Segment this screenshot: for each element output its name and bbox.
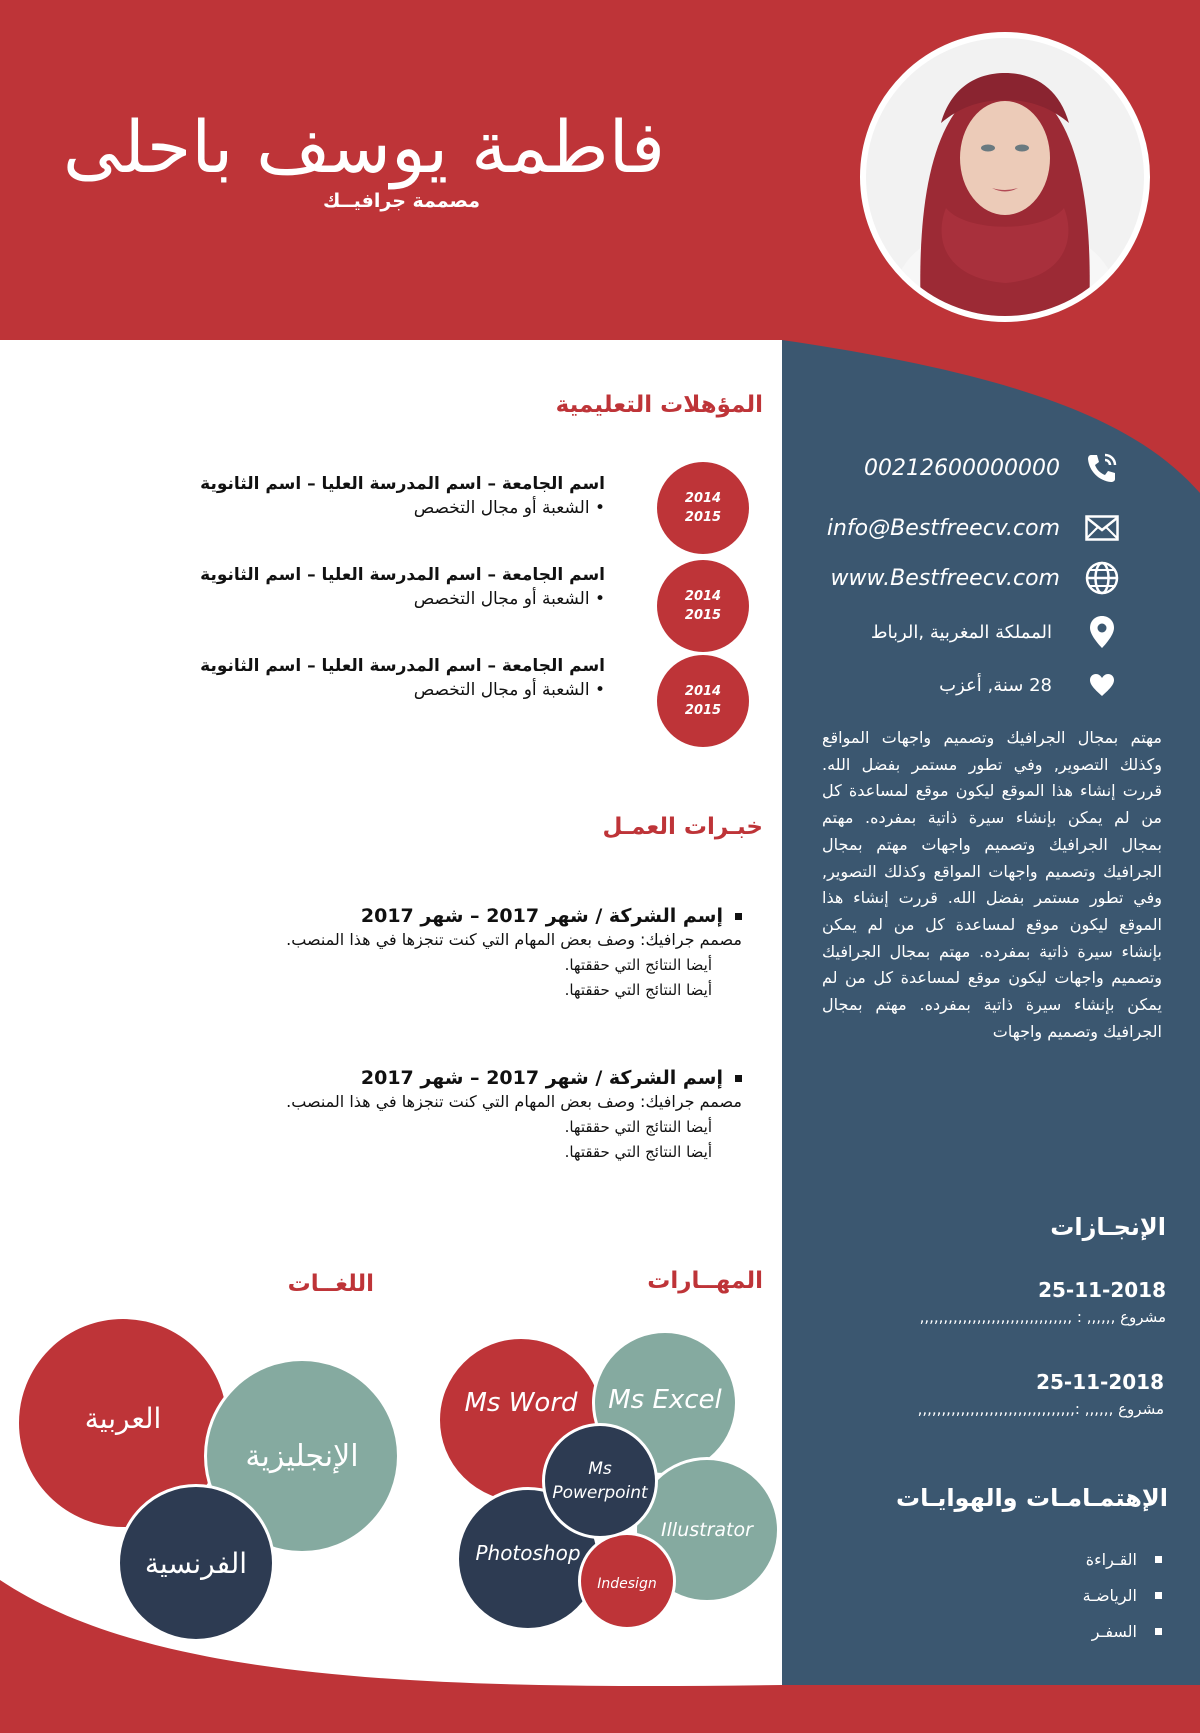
education-field-text: الشعبة أو مجال التخصص	[413, 498, 590, 518]
year-end: 2015	[684, 510, 722, 525]
education-field-text: الشعبة أو مجال التخصص	[413, 680, 590, 700]
education-year-badge	[657, 462, 749, 554]
bullet-square	[1155, 1628, 1162, 1635]
contact-status	[939, 665, 1122, 705]
profile-photo	[860, 32, 1150, 322]
experience-result: أيضا النتائج التي حققتها.	[564, 1118, 712, 1136]
experience-heading	[182, 1067, 742, 1089]
education-entry	[85, 656, 605, 700]
year-start: 2014	[684, 684, 722, 699]
education-year-badge	[657, 655, 749, 747]
interest-item	[1083, 1586, 1162, 1605]
avatar-portrait	[866, 38, 1144, 316]
phone-icon	[1082, 448, 1122, 488]
year-end: 2015	[684, 608, 722, 623]
contact-phone-text: 00212600000000	[864, 455, 1060, 481]
languages-title: اللغــات	[287, 1271, 374, 1297]
interest-label: القـراءة	[1085, 1550, 1137, 1569]
education-field: • الشعبة أو مجال التخصص	[413, 589, 605, 609]
language-label: الإنجليزية	[245, 1438, 359, 1474]
skill-label: Ms	[588, 1459, 612, 1479]
experience-description: مصمم جرافيك: وصف بعض المهام التي كنت تنجزها في هذا المنصب.	[286, 1092, 742, 1111]
heart-icon	[1082, 665, 1122, 705]
location-pin-icon	[1082, 612, 1122, 652]
language-label: العربية	[84, 1401, 162, 1435]
job-title: مصممة جرافيــك	[322, 190, 480, 212]
experience-entry	[182, 1067, 742, 1165]
experience-entry	[182, 905, 742, 1003]
achievements-title: الإنجـازات	[1050, 1213, 1166, 1241]
skill-label: Illustrator	[661, 1519, 753, 1541]
contact-website	[831, 558, 1122, 598]
language-bubble-french	[117, 1484, 275, 1642]
skill-label: Powerpoint	[552, 1483, 648, 1503]
education-field: • الشعبة أو مجال التخصص	[413, 680, 605, 700]
skill-label: Ms Excel	[608, 1385, 722, 1415]
skills-title: المهــارات	[647, 1268, 763, 1294]
contact-email	[827, 508, 1122, 548]
interest-item	[1086, 1550, 1162, 1569]
contact-address-text: المملكة المغربية ,الرباط	[870, 621, 1052, 643]
skill-label: Photoshop	[475, 1541, 581, 1565]
achievement-description: مشروع ,,,,,, :,,,,,,,,,,,,,,,,,,,,,,,,,,,,,,,,,	[917, 1400, 1164, 1418]
experience-result: أيضا النتائج التي حققتها.	[564, 956, 712, 974]
education-heading: اسم الجامعة – اسم المدرسة العليا – اسم الثانوية	[200, 474, 605, 494]
contact-address	[871, 612, 1122, 652]
globe-icon	[1082, 558, 1122, 598]
profile-summary: مهتم بمجال الجرافيك وتصميم واجهات المواقع وكذلك التصوير, وفي تطور مستمر بفضل الله. قررت إنشاء هذا الموقع ليكون موقع لمساعدة كل من لم يمكن بإنشاء سيرة ذاتية بمفرده. مهتم بمجال الجرافيك وتصميم واجهات مهتم بمجال الجرافيك وتصميم واجهات المواقع وكذلك التصوير, وفي تطور مستمر بفضل الله. قررت إنشاء هذا الموقع ليكون موقع لمساعدة كل من لم يمكن بإنشاء سيرة ذاتية بمفرده. مهتم بمجال الجرافيك وتصميم واجهات ليكون موقع لمساعدة كل من لم يمكن بإنشاء سيرة ذاتية بمفرده. مهتم بمجال الجرافيك وتصميم واجهات	[822, 728, 1162, 1041]
skill-label: Indesign	[597, 1576, 657, 1592]
contact-status-text: 28 سنة, أعزب	[939, 674, 1052, 696]
achievement-date: 25-11-2018	[1038, 1278, 1166, 1302]
experience-heading	[182, 905, 742, 927]
interest-label: الرياضـة	[1082, 1586, 1137, 1605]
year-end: 2015	[684, 703, 722, 718]
interests-title: الإهتمـامـات والهوايـات	[895, 1484, 1168, 1512]
interest-label: السفـر	[1091, 1622, 1137, 1641]
achievement-date: 25-11-2018	[1036, 1370, 1164, 1394]
education-heading: اسم الجامعة – اسم المدرسة العليا – اسم الثانوية	[200, 565, 605, 585]
contact-phone	[864, 448, 1122, 488]
education-title: المؤهلات التعليمية	[555, 392, 763, 418]
experience-result: أيضا النتائج التي حققتها.	[564, 1143, 712, 1161]
envelope-icon	[1082, 508, 1122, 548]
person-name: فاطمة يوسف باحلى	[62, 105, 665, 189]
experience-heading-text: إسم الشركة / شهر 2017 – شهر 2017	[360, 1067, 723, 1089]
skill-bubble-ms-powerpoint	[542, 1423, 658, 1539]
year-start: 2014	[684, 491, 722, 506]
bullet-square	[1155, 1556, 1162, 1563]
education-year-badge	[657, 560, 749, 652]
bullet-square	[1155, 1592, 1162, 1599]
achievement-description: مشروع ,,,,,, : ,,,,,,,,,,,,,,,,,,,,,,,,,,,,,,,,	[919, 1308, 1166, 1326]
bullet-square	[735, 913, 742, 920]
education-field-text: الشعبة أو مجال التخصص	[413, 589, 590, 609]
experience-heading-text: إسم الشركة / شهر 2017 – شهر 2017	[360, 905, 723, 927]
skill-label: Ms Word	[464, 1388, 578, 1418]
contact-website-text[interactable]: www.Bestfreecv.com	[830, 565, 1060, 591]
education-heading: اسم الجامعة – اسم المدرسة العليا – اسم الثانوية	[200, 656, 605, 676]
education-field: • الشعبة أو مجال التخصص	[413, 498, 605, 518]
education-entry	[85, 474, 605, 518]
skill-bubble-indesign	[578, 1532, 676, 1630]
experience-result: أيضا النتائج التي حققتها.	[564, 981, 712, 999]
experience-title: خبـرات العمـل	[602, 814, 763, 840]
interest-item	[1092, 1622, 1162, 1641]
experience-description: مصمم جرافيك: وصف بعض المهام التي كنت تنجزها في هذا المنصب.	[286, 930, 742, 949]
bullet-square	[735, 1075, 742, 1082]
contact-email-text[interactable]: info@Bestfreecv.com	[826, 515, 1060, 541]
language-label: الفرنسية	[144, 1546, 248, 1580]
year-start: 2014	[684, 589, 722, 604]
education-entry	[85, 565, 605, 609]
